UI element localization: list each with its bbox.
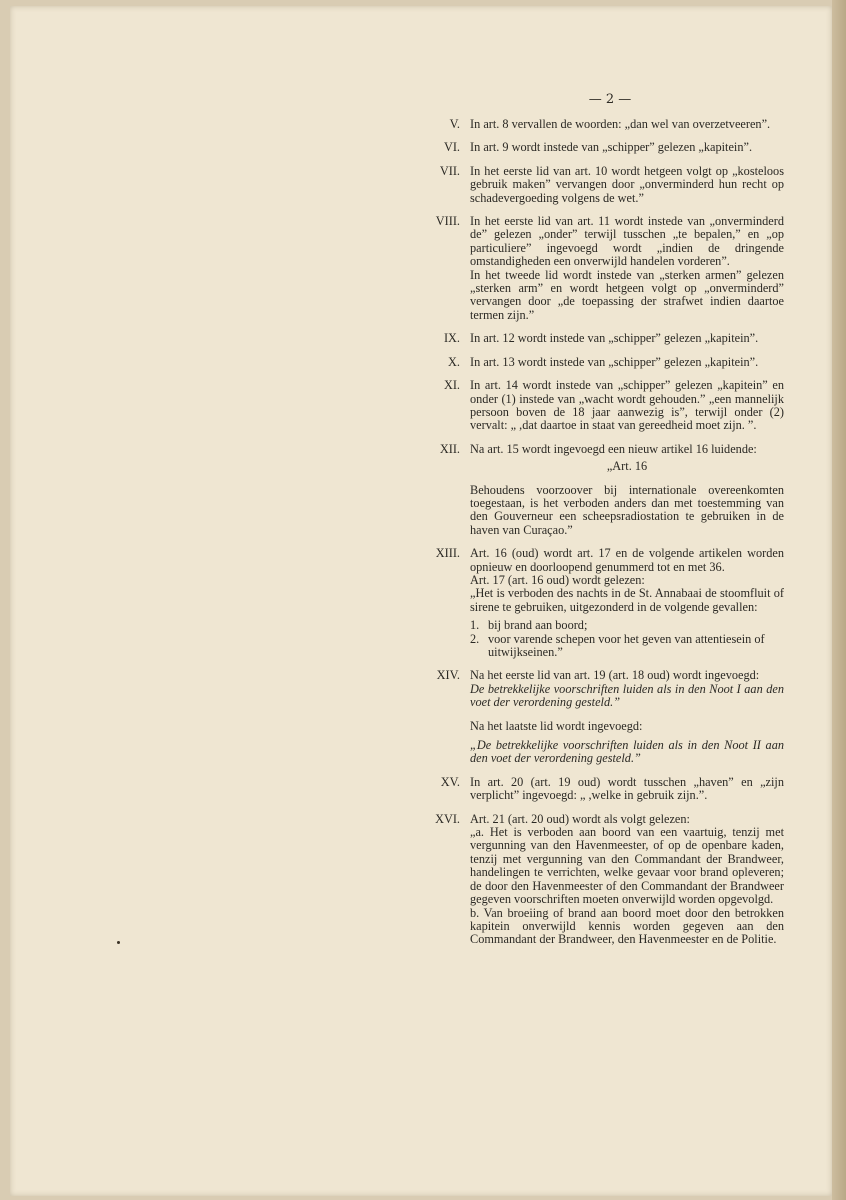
list-number: 1. xyxy=(470,618,480,633)
item-numeral: XVI. xyxy=(435,811,460,826)
article-item-xi xyxy=(418,379,784,433)
item-paragraph: Art. 17 (art. 16 oud) wordt gelezen: xyxy=(470,572,645,587)
item-text: In art. 9 wordt instede van „schipper” gelezen „kapitein”. xyxy=(470,140,753,155)
item-paragraph: „De betrekkelijke voorschriften luiden als in den Noot II aan den voet der verordening gesteld.” xyxy=(470,738,784,766)
item-paragraph: „Het is verboden des nachts in de St. Annabaai de stoomfluit of sirene te gebruiken, uitgezonderd in de volgende gevallen: xyxy=(470,586,784,614)
item-paragraph: Na het eerste lid van art. 19 (art. 18 oud) wordt ingevoegd: xyxy=(470,668,760,683)
item-text: In art. 14 wordt instede van „schipper” gelezen „kapitein” en onder (1) instede van „wacht wordt gehouden.” „een mannelijk persoon boven de 18 jaar aanwezig is”, terwijl onder (2) vervalt: „ ,dat daartoe in staat van gereedheid moet zijn. ”. xyxy=(470,378,784,433)
article-item-viii xyxy=(418,215,784,322)
list-item xyxy=(470,633,784,660)
article-item-xiii xyxy=(418,547,784,659)
list-number: 2. xyxy=(470,631,480,646)
list-text: bij brand aan boord; xyxy=(488,618,588,633)
item-numeral: V. xyxy=(449,117,460,131)
list-text: voor varende schepen voor het geven van attentiesein of uitwijkseinen.” xyxy=(488,631,765,659)
article-item-xvi xyxy=(418,813,784,947)
item-text: In art. 20 (art. 19 oud) wordt tusschen „haven” en „zijn verplicht” ingevoegd: „ ,welke in gebruik zijn.”. xyxy=(470,774,784,803)
paper-speck xyxy=(117,941,120,944)
document-body xyxy=(418,118,784,957)
article-item-xiv xyxy=(418,669,784,765)
item-paragraph: Art. 16 (oud) wordt art. 17 en de volgende artikelen worden opnieuw en doorloopend genummerd tot en met 36. xyxy=(470,546,784,574)
item-paragraph: Behoudens voorzoover bij internationale overeenkomten toegestaan, is het verboden anders dan met toestemming van den Gouverneur een scheepsradiostation te gebruiken in de haven van Curaçao.” xyxy=(470,482,784,537)
article-item-v xyxy=(418,118,784,131)
item-paragraph: „a. Het is verboden aan boord van een vaartuig, tenzij met vergunning van den Havenmeester, of op de openbare kaden, tenzij met vergunning van den Commandant der Brandweer, handelingen te verrichten, welke gevaar voor brand opleveren; de door den Havenmeester of den Commandant der Brandweer gegeven voorschriften moeten onverwijld worden opgevolgd. xyxy=(470,825,784,907)
item-text: In art. 8 vervallen de woorden: „dan wel van overzetveeren”. xyxy=(470,117,771,131)
item-paragraph: b. Van broeiing of brand aan boord moet door den betrokken kapitein onverwijld kennis worden gegeven aan den Commandant der Brandweer, den Havenmeester en de Politie. xyxy=(470,905,784,947)
item-paragraph: Na het laatste lid wordt ingevoegd: xyxy=(470,718,643,733)
page-number: — 2 — xyxy=(588,92,632,107)
item-numeral: XV. xyxy=(440,774,460,789)
item-paragraph: Art. 21 (art. 20 oud) wordt als volgt gelezen: xyxy=(470,811,690,826)
list-item xyxy=(470,619,784,632)
item-text: In het eerste lid van art. 10 wordt hetgeen volgt op „kosteloos gebruik maken” vervangen door „onverminderd hun recht op schadevergoeding volgens de wet.” xyxy=(470,163,784,205)
item-numeral: IX. xyxy=(443,331,460,346)
page-edge-shadow xyxy=(832,0,846,1200)
article-item-xii xyxy=(418,443,784,537)
item-numeral: XII. xyxy=(439,441,460,456)
new-article-heading: „Art. 16 xyxy=(606,459,648,474)
item-paragraph: Na art. 15 wordt ingevoegd een nieuw artikel 16 luidende: xyxy=(470,441,757,456)
item-numeral: VI. xyxy=(443,140,460,155)
article-item-vi xyxy=(418,141,784,154)
article-item-xv xyxy=(418,776,784,803)
item-numeral: VIII. xyxy=(435,214,460,229)
article-item-ix xyxy=(418,332,784,345)
item-paragraph: De betrekkelijke voorschriften luiden als in den Noot I aan den voet der verordening gesteld.” xyxy=(470,681,784,710)
item-text: In art. 12 wordt instede van „schipper” gelezen „kapitein”. xyxy=(470,331,759,346)
item-text: In art. 13 wordt instede van „schipper” gelezen „kapitein”. xyxy=(470,354,759,369)
article-item-vii xyxy=(418,165,784,205)
item-numeral: XI. xyxy=(443,378,460,393)
item-paragraph: In het eerste lid van art. 11 wordt instede van „onverminderd de” gelezen „onder” terwijl tusschen „te bepalen,” en „op particuliere” ingevoegd wordt „indien de dringende omstandigheden een onverwijld handelen vorderen”. xyxy=(470,214,784,269)
item-numeral: VII. xyxy=(439,163,460,178)
item-paragraph: In het tweede lid wordt instede van „sterken armen” gelezen „sterken arm” en wordt hetgeen volgt op „onverminderd” vervangen door „de toepassing der strafwet indien daartoe termen zijn.” xyxy=(470,267,784,322)
article-item-x xyxy=(418,356,784,369)
item-numeral: XIII. xyxy=(435,546,460,561)
item-numeral: XIV. xyxy=(436,668,460,683)
item-numeral: X. xyxy=(448,354,460,369)
